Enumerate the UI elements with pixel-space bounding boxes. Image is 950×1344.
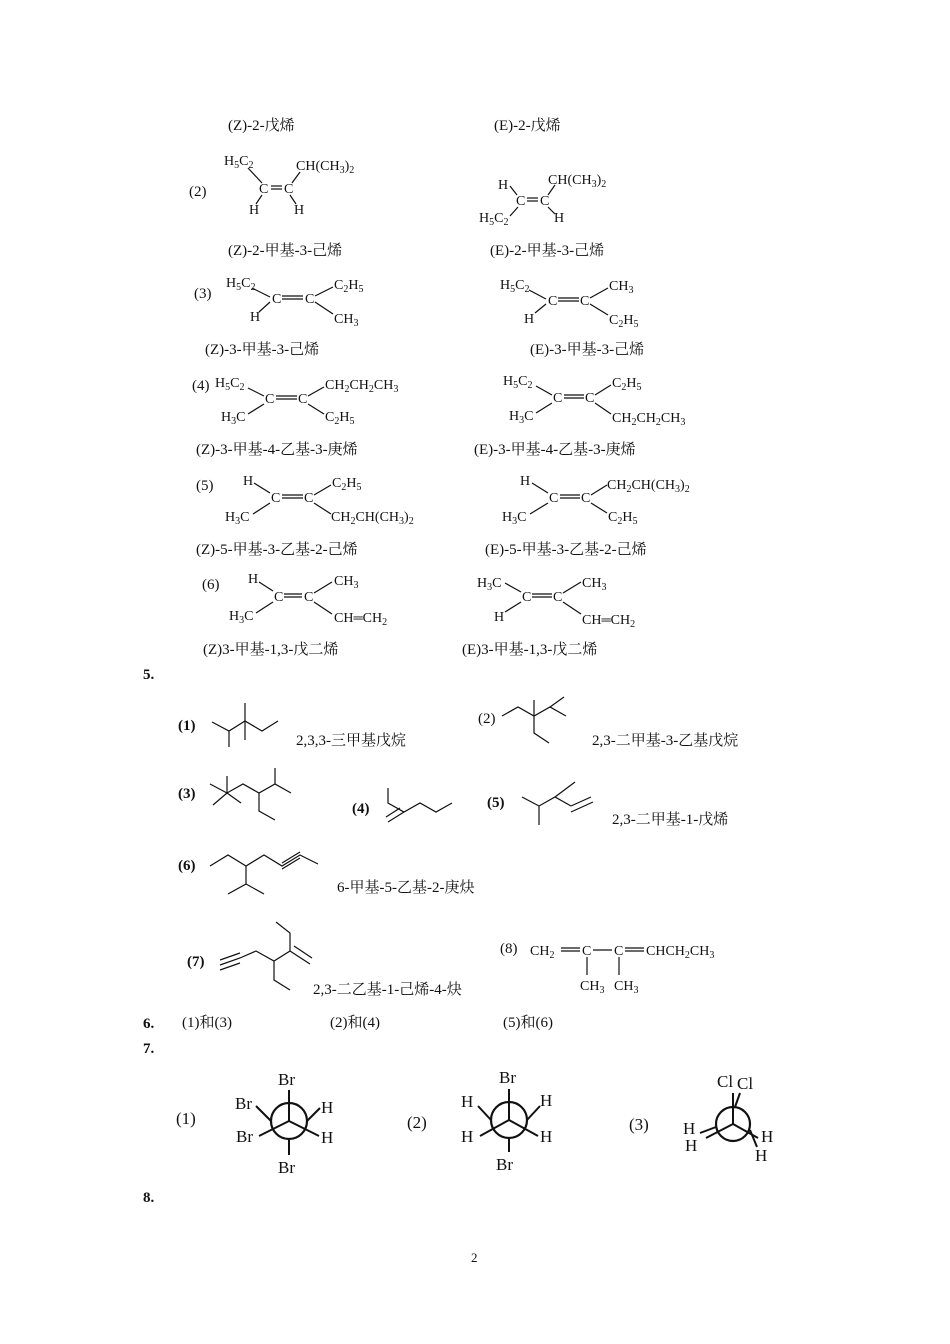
q5-name-2: 2,3-二甲基-3-乙基戊烷 — [592, 733, 739, 749]
svg-text:C2H5: $C_2H_5$ — [325, 410, 355, 427]
name-e-3-methyl-4-ethyl-3-heptene: (E)-3-甲基-4-乙基-3-庚烯 — [474, 442, 636, 458]
name-e-3-methyl-1-3-pentadiene: (E)3-甲基-1,3-戊二烯 — [462, 642, 598, 658]
newman-projection-1 — [235, 1070, 333, 1177]
q7-number: 7. — [143, 1041, 155, 1057]
q4-label-4: (4) — [192, 378, 210, 394]
svg-text:CHCH2CH3: $CHCH_2CH_3$ — [646, 944, 715, 961]
svg-text:CH═CH2: $CH═CH_2$ — [582, 612, 636, 630]
svg-text:Br: Br — [235, 1094, 252, 1113]
svg-text:H: H — [498, 178, 509, 193]
svg-text:C: C — [540, 194, 550, 209]
newman-projection-3 — [683, 1072, 773, 1165]
svg-text:H: H — [243, 474, 254, 489]
svg-text:H: H — [520, 474, 531, 489]
q6-answer-3: (5)和(6) — [503, 1015, 553, 1031]
svg-text:C: C — [585, 391, 595, 406]
svg-text:C: C — [272, 292, 282, 307]
svg-text:C: C — [522, 590, 532, 605]
svg-text:C: C — [305, 292, 315, 307]
svg-text:C: C — [581, 491, 591, 506]
svg-text:CH3: $CH_3$ — [580, 979, 605, 996]
svg-text:H3C: $H_3C$ — [477, 576, 502, 593]
name-z-2-pentene: (Z)-2-戊烯 — [228, 118, 295, 134]
svg-text:Br: Br — [499, 1068, 516, 1087]
svg-text:C: C — [582, 944, 592, 959]
q4-label-2: (2) — [189, 184, 207, 200]
q5-name-5: 2,3-二甲基-1-戊烯 — [612, 812, 729, 828]
svg-text:H5C2: $H_5C_2$ — [226, 276, 256, 293]
svg-text:C: C — [553, 391, 563, 406]
name-e-3-methyl-3-hexene: (E)-3-甲基-3-己烯 — [530, 342, 645, 358]
q6-number: 6. — [143, 1016, 155, 1032]
svg-text:H5C2: $H_5C_2$ — [503, 374, 533, 391]
svg-text:CH2CH2CH3: $CH_2CH_2CH_3$ — [325, 378, 399, 395]
name-z-2-methyl-3-hexene: (Z)-2-甲基-3-己烯 — [228, 243, 343, 259]
svg-text:CH2CH2CH3: $CH_2CH_2CH_3$ — [612, 411, 686, 428]
svg-text:Br: Br — [236, 1127, 253, 1146]
svg-text:H3C: $H_3C$ — [229, 609, 254, 626]
q5-label-7: (7) — [187, 954, 205, 970]
q6-answer-2: (2)和(4) — [330, 1015, 380, 1031]
svg-text:H5C2: $H_5C_2$ — [500, 278, 530, 295]
svg-text:C2H5: $C_2H_5$ — [612, 376, 642, 393]
q8-number: 8. — [143, 1190, 155, 1206]
q7-label-1: (1) — [176, 1109, 196, 1128]
svg-text:CH3: $CH_3$ — [334, 574, 359, 591]
q5-label-4: (4) — [352, 801, 370, 817]
q5-label-5: (5) — [487, 795, 505, 811]
newman-projection-2 — [461, 1068, 552, 1174]
svg-text:C: C — [614, 944, 624, 959]
svg-text:H: H — [540, 1091, 553, 1110]
q5-name-7: 2,3-二乙基-1-己烯-4-炔 — [313, 982, 462, 998]
q5-label-1: (1) — [178, 718, 196, 734]
name-e-2-methyl-3-hexene: (E)-2-甲基-3-己烯 — [490, 243, 605, 259]
svg-text:C: C — [298, 392, 308, 407]
svg-text:CH3: $CH_3$ — [609, 279, 634, 296]
svg-text:H3C: $H_3C$ — [225, 510, 250, 527]
svg-text:CH(CH3)2: $CH(CH_3)_2$ — [548, 173, 607, 190]
q5-label-6: (6) — [178, 858, 196, 874]
svg-text:H: H — [321, 1098, 334, 1117]
q4-label-6: (6) — [202, 577, 220, 593]
page-number: 2 — [471, 1250, 478, 1265]
svg-text:C: C — [304, 590, 314, 605]
svg-text:C: C — [265, 392, 275, 407]
svg-text:C2H5: $C_2H_5$ — [609, 313, 639, 330]
svg-text:CH3: $CH_3$ — [614, 979, 639, 996]
svg-text:C: C — [549, 491, 559, 506]
svg-text:H: H — [461, 1092, 474, 1111]
svg-text:C2H5: $C_2H_5$ — [334, 278, 364, 295]
svg-text:H3C: $H_3C$ — [509, 409, 534, 426]
q5-name-6: 6-甲基-5-乙基-2-庚炔 — [337, 880, 475, 896]
svg-text:CH2CH(CH3)2: $CH_2CH(CH_3)_2$ — [331, 510, 414, 527]
svg-text:H: H — [321, 1128, 334, 1147]
svg-text:H: H — [494, 610, 505, 625]
svg-text:CH3: $CH_3$ — [582, 576, 607, 593]
svg-text:C: C — [271, 491, 281, 506]
svg-text:C: C — [580, 294, 590, 309]
name-e-2-pentene: (E)-2-戊烯 — [494, 118, 561, 134]
q5-label-2: (2) — [478, 711, 496, 727]
svg-text:Br: Br — [278, 1070, 295, 1089]
svg-text:H: H — [685, 1136, 698, 1155]
svg-text:H: H — [524, 312, 535, 327]
q6-answer-1: (1)和(3) — [182, 1015, 232, 1031]
svg-text:CH3: $CH_3$ — [334, 312, 359, 329]
name-z-5-methyl-3-ethyl-2-hexene: (Z)-5-甲基-3-乙基-2-己烯 — [196, 542, 358, 558]
svg-text:H: H — [248, 572, 259, 587]
svg-text:C: C — [548, 294, 558, 309]
svg-text:H: H — [249, 203, 260, 218]
svg-text:C: C — [284, 182, 294, 197]
q4-label-5: (5) — [196, 478, 214, 494]
svg-text:H: H — [294, 203, 305, 218]
name-z-3-methyl-1-3-pentadiene: (Z)3-甲基-1,3-戊二烯 — [203, 642, 339, 658]
svg-text:C: C — [304, 491, 314, 506]
svg-text:Br: Br — [278, 1158, 295, 1177]
svg-text:C: C — [274, 590, 284, 605]
svg-text:H3C: $H_3C$ — [502, 510, 527, 527]
svg-text:CH(CH3)2: $CH(CH_3)_2$ — [296, 159, 355, 176]
svg-text:C2H5: $C_2H_5$ — [608, 510, 638, 527]
name-e-5-methyl-3-ethyl-2-hexene: (E)-5-甲基-3-乙基-2-己烯 — [485, 542, 647, 558]
svg-text:H: H — [250, 310, 261, 325]
svg-text:CH═CH2: $CH═CH_2$ — [334, 610, 388, 628]
svg-text:CH2: $CH_2$ — [530, 944, 555, 961]
q7-label-2: (2) — [407, 1113, 427, 1132]
q5-name-1: 2,3,3-三甲基戊烷 — [296, 733, 406, 749]
svg-text:H: H — [554, 211, 565, 226]
svg-text:CH2CH(CH3)2: $CH_2CH(CH_3)_2$ — [607, 478, 690, 495]
name-z-3-methyl-4-ethyl-3-heptene: (Z)-3-甲基-4-乙基-3-庚烯 — [196, 442, 358, 458]
q5-label-3: (3) — [178, 786, 196, 802]
svg-text:H: H — [461, 1127, 474, 1146]
svg-text:C: C — [516, 194, 526, 209]
svg-text:H3C: $H_3C$ — [221, 410, 246, 427]
svg-text:H: H — [683, 1119, 696, 1138]
svg-text:C: C — [259, 182, 269, 197]
q7-label-3: (3) — [629, 1115, 649, 1134]
svg-text:H5C2: $H_5C_2$ — [479, 211, 509, 228]
svg-text:Cl: Cl — [717, 1072, 734, 1091]
svg-text:H5C2: $H_5C_2$ — [215, 376, 245, 393]
svg-text:H: H — [540, 1127, 553, 1146]
svg-text:C2H5: $C_2H_5$ — [332, 476, 362, 493]
svg-text:H: H — [755, 1146, 768, 1165]
q5-number: 5. — [143, 667, 155, 683]
name-z-3-methyl-3-hexene: (Z)-3-甲基-3-己烯 — [205, 342, 320, 358]
svg-text:H5C2: $H_5C_2$ — [224, 154, 254, 171]
svg-text:Br: Br — [496, 1155, 513, 1174]
svg-text:Cl: Cl — [737, 1074, 754, 1093]
q4-label-3: (3) — [194, 286, 212, 302]
q5-label-8: (8) — [500, 941, 518, 957]
svg-text:C: C — [553, 590, 563, 605]
svg-text:H: H — [761, 1127, 774, 1146]
